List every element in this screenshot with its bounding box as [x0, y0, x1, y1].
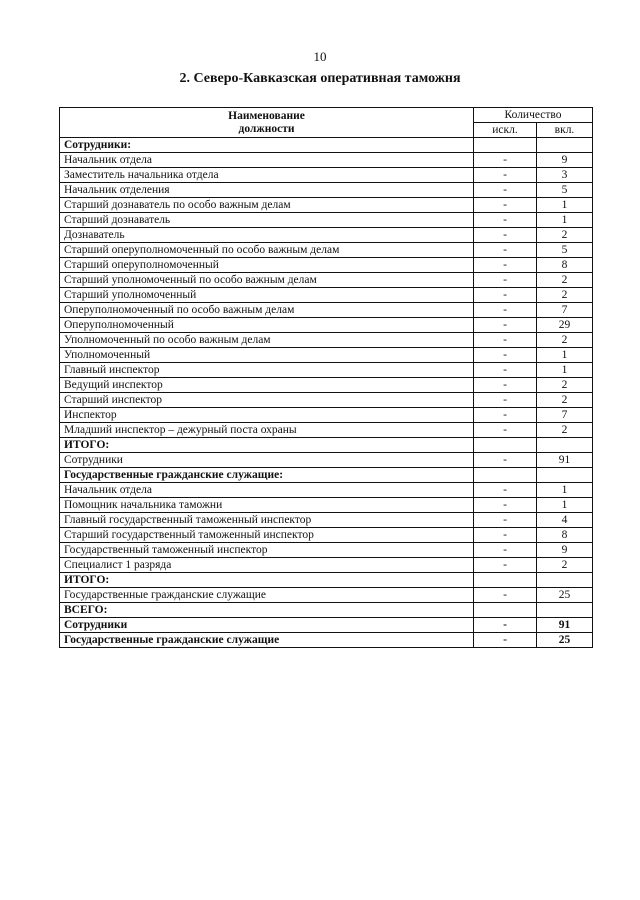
excluded-count-cell: - [474, 273, 537, 288]
table-row [60, 288, 593, 303]
excluded-count-cell [474, 603, 537, 618]
table-row [60, 348, 593, 363]
included-count-cell: 8 [537, 258, 593, 273]
table-row [60, 303, 593, 318]
header-included: вкл. [537, 123, 593, 138]
included-count-cell: 9 [537, 543, 593, 558]
included-count-cell: 1 [537, 348, 593, 363]
table-row [60, 558, 593, 573]
included-count-cell: 5 [537, 243, 593, 258]
position-name-cell: Сотрудники: [60, 138, 474, 153]
section-header-row [60, 573, 593, 588]
position-name-cell: Уполномоченный [60, 348, 474, 363]
excluded-count-cell: - [474, 318, 537, 333]
excluded-count-cell: - [474, 543, 537, 558]
included-count-cell: 1 [537, 213, 593, 228]
included-count-cell [537, 573, 593, 588]
excluded-count-cell [474, 468, 537, 483]
excluded-count-cell: - [474, 198, 537, 213]
included-count-cell: 7 [537, 408, 593, 423]
table-row [60, 423, 593, 438]
included-count-cell: 8 [537, 528, 593, 543]
excluded-count-cell: - [474, 393, 537, 408]
position-name-cell: ИТОГО: [60, 438, 474, 453]
position-name-cell: Заместитель начальника отдела [60, 168, 474, 183]
included-count-cell: 1 [537, 498, 593, 513]
included-count-cell: 2 [537, 558, 593, 573]
position-name-cell: Государственные гражданские служащие: [60, 468, 474, 483]
included-count-cell [537, 468, 593, 483]
section-header-row [60, 438, 593, 453]
included-count-cell: 1 [537, 198, 593, 213]
staff-table-body [60, 138, 593, 648]
excluded-count-cell: - [474, 633, 537, 648]
staff-table [59, 107, 593, 648]
header-quantity: Количество [474, 108, 593, 123]
position-name-cell: Старший уполномоченный [60, 288, 474, 303]
table-row [60, 153, 593, 168]
position-name-cell: Начальник отдела [60, 483, 474, 498]
position-name-cell: Помощник начальника таможни [60, 498, 474, 513]
excluded-count-cell: - [474, 588, 537, 603]
section-header-row [60, 468, 593, 483]
position-name-cell: Государственный таможенный инспектор [60, 543, 474, 558]
position-name-cell: Младший инспектор – дежурный поста охраны [60, 423, 474, 438]
position-name-cell: Оперуполномоченный [60, 318, 474, 333]
excluded-count-cell [474, 138, 537, 153]
table-row [60, 198, 593, 213]
header-position-name [60, 108, 474, 138]
table-row [60, 363, 593, 378]
table-row [60, 378, 593, 393]
position-name-cell: ИТОГО: [60, 573, 474, 588]
included-count-cell [537, 138, 593, 153]
included-count-cell: 1 [537, 363, 593, 378]
table-row [60, 543, 593, 558]
excluded-count-cell: - [474, 243, 537, 258]
header-name-line2: должности [238, 122, 295, 135]
table-row [60, 498, 593, 513]
included-count-cell: 9 [537, 153, 593, 168]
position-name-cell: Главный инспектор [60, 363, 474, 378]
position-name-cell: Дознаватель [60, 228, 474, 243]
page-number: 10 [313, 49, 327, 64]
position-name-cell: Старший дознаватель [60, 213, 474, 228]
table-row [60, 228, 593, 243]
table-row [60, 408, 593, 423]
table-row [60, 318, 593, 333]
table-row [60, 528, 593, 543]
included-count-cell: 91 [537, 453, 593, 468]
position-name-cell: Старший оперуполномоченный по особо важным делам [60, 243, 474, 258]
position-name-cell: Оперуполномоченный по особо важным делам [60, 303, 474, 318]
position-name-cell: ВСЕГО: [60, 603, 474, 618]
excluded-count-cell: - [474, 228, 537, 243]
included-count-cell: 1 [537, 483, 593, 498]
excluded-count-cell: - [474, 528, 537, 543]
position-name-cell: Специалист 1 разряда [60, 558, 474, 573]
table-row [60, 213, 593, 228]
excluded-count-cell: - [474, 483, 537, 498]
position-name-cell: Сотрудники [60, 453, 474, 468]
excluded-count-cell: - [474, 498, 537, 513]
excluded-count-cell: - [474, 378, 537, 393]
excluded-count-cell [474, 438, 537, 453]
position-name-cell: Старший инспектор [60, 393, 474, 408]
excluded-count-cell [474, 573, 537, 588]
included-count-cell: 29 [537, 318, 593, 333]
position-name-cell: Главный государственный таможенный инспектор [60, 513, 474, 528]
excluded-count-cell: - [474, 363, 537, 378]
included-count-cell: 2 [537, 378, 593, 393]
table-row [60, 453, 593, 468]
position-name-cell: Старший дознаватель по особо важным делам [60, 198, 474, 213]
table-row [60, 273, 593, 288]
excluded-count-cell: - [474, 513, 537, 528]
excluded-count-cell: - [474, 258, 537, 273]
excluded-count-cell: - [474, 348, 537, 363]
table-row [60, 243, 593, 258]
excluded-count-cell: - [474, 288, 537, 303]
excluded-count-cell: - [474, 618, 537, 633]
position-name-cell: Начальник отдела [60, 153, 474, 168]
staff-table-header [60, 108, 593, 138]
included-count-cell: 2 [537, 273, 593, 288]
excluded-count-cell: - [474, 333, 537, 348]
excluded-count-cell: - [474, 408, 537, 423]
excluded-count-cell: - [474, 453, 537, 468]
included-count-cell: 2 [537, 333, 593, 348]
excluded-count-cell: - [474, 183, 537, 198]
table-row [60, 258, 593, 273]
header-excluded: искл. [474, 123, 537, 138]
included-count-cell: 25 [537, 588, 593, 603]
included-count-cell: 4 [537, 513, 593, 528]
position-name-cell: Старший государственный таможенный инспектор [60, 528, 474, 543]
position-name-cell: Инспектор [60, 408, 474, 423]
table-row [60, 618, 593, 633]
position-name-cell: Государственные гражданские служащие [60, 588, 474, 603]
included-count-cell: 3 [537, 168, 593, 183]
section-header-row [60, 138, 593, 153]
included-count-cell [537, 603, 593, 618]
included-count-cell [537, 438, 593, 453]
position-name-cell: Уполномоченный по особо важным делам [60, 333, 474, 348]
table-row [60, 588, 593, 603]
table-row [60, 333, 593, 348]
position-name-cell: Государственные гражданские служащие [60, 633, 474, 648]
table-row [60, 513, 593, 528]
excluded-count-cell: - [474, 558, 537, 573]
position-name-cell: Старший оперуполномоченный [60, 258, 474, 273]
excluded-count-cell: - [474, 303, 537, 318]
table-row [60, 393, 593, 408]
table-row [60, 633, 593, 648]
table-row [60, 183, 593, 198]
excluded-count-cell: - [474, 153, 537, 168]
included-count-cell: 7 [537, 303, 593, 318]
page-title: 2. Северо-Кавказская оперативная таможня [179, 71, 461, 86]
position-name-cell: Ведущий инспектор [60, 378, 474, 393]
excluded-count-cell: - [474, 423, 537, 438]
included-count-cell: 5 [537, 183, 593, 198]
included-count-cell: 25 [537, 633, 593, 648]
table-row [60, 483, 593, 498]
excluded-count-cell: - [474, 213, 537, 228]
position-name-cell: Старший уполномоченный по особо важным делам [60, 273, 474, 288]
section-header-row [60, 603, 593, 618]
table-row [60, 168, 593, 183]
included-count-cell: 2 [537, 288, 593, 303]
included-count-cell: 91 [537, 618, 593, 633]
included-count-cell: 2 [537, 393, 593, 408]
included-count-cell: 2 [537, 423, 593, 438]
position-name-cell: Начальник отделения [60, 183, 474, 198]
header-name-line1: Наименование [228, 109, 305, 122]
position-name-cell: Сотрудники [60, 618, 474, 633]
excluded-count-cell: - [474, 168, 537, 183]
included-count-cell: 2 [537, 228, 593, 243]
